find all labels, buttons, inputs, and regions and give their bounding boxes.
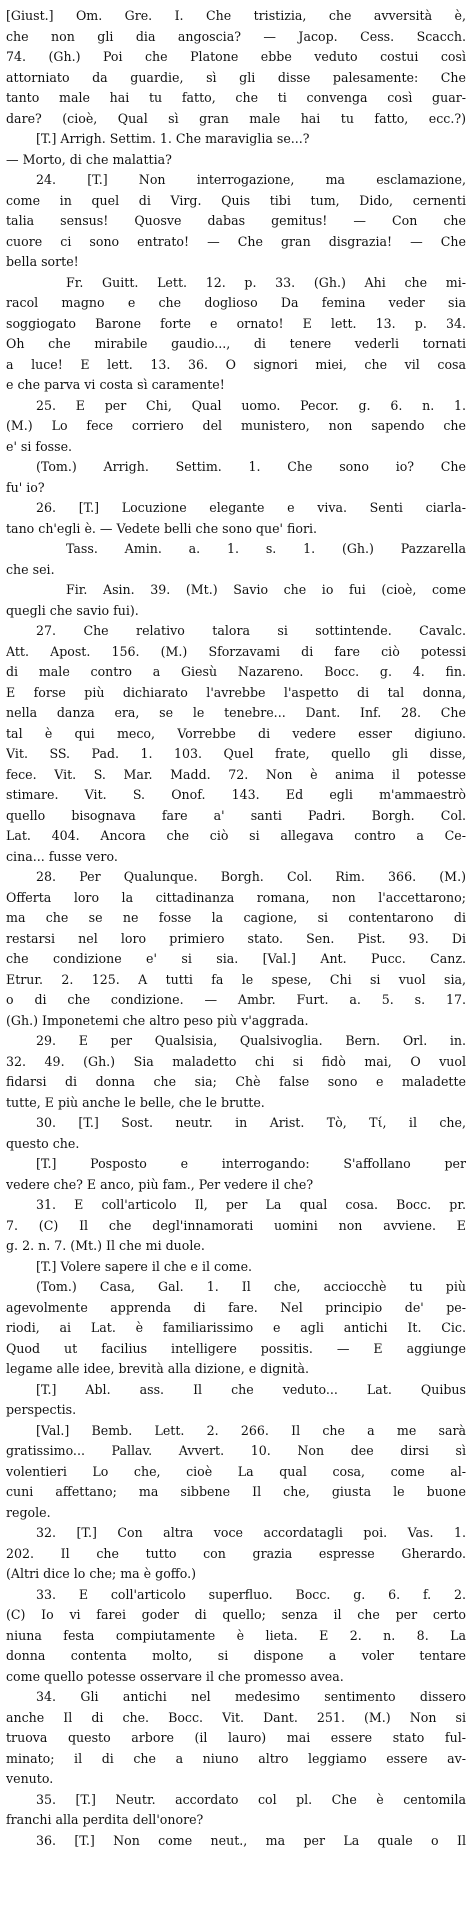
text-line: questo che. xyxy=(6,1135,80,1151)
text-line: che condizione e' si sia. [Val.] Ant. Pucc. Canz. xyxy=(6,951,466,966)
text-line: Tass. Amin. a. 1. s. 1. (Gh.) Pazzarella xyxy=(66,541,466,556)
text-line: quello bisognava fare a' santi Padri. Borgh. Col. xyxy=(6,807,466,823)
text-line: 27. Che relativo talora si sottintende. Cavalc. xyxy=(36,623,466,638)
text-line: E forse più dichiarato l'avrebbe l'aspetto di tal donna, xyxy=(6,684,466,700)
text-line: [T.] Abl. ass. Il che veduto... Lat. Quibus xyxy=(36,1381,466,1397)
text-line: venuto. xyxy=(6,1771,54,1786)
text-line: Fr. Guitt. Lett. 12. p. 33. (Gh.) Ahi che mi- xyxy=(66,274,466,290)
text-line: (Altri dice lo che; ma è goffo.) xyxy=(6,1566,197,1581)
text-line: 36. [T.] Non come neut., ma per La quale o Il xyxy=(36,1832,466,1848)
text-line: minato; il di che a niuno altro leggiamo essere av- xyxy=(6,1750,466,1766)
text-line: tal è qui meco, Vorrebbe di vedere esser digiuno. xyxy=(6,725,466,741)
text-line: che non gli dia angoscia? — Jacop. Cess. Scacch. xyxy=(6,28,466,44)
text-line: legame alle idee, brevità alla dizione, e dignità. xyxy=(6,1361,310,1376)
text-line: gratissimo... Pallav. Avvert. 10. Non dee dirsi sì xyxy=(6,1443,466,1458)
text-line: che sei. xyxy=(6,561,55,577)
text-line: stimare. Vit. S. Onof. 143. Ed egli m'ammaestrò xyxy=(6,787,466,802)
text-line: [T.] Posposto e interrogando: S'affollano per xyxy=(36,1156,466,1171)
text-line: agevolmente apprenda di fare. Nel principio de' pe- xyxy=(6,1299,466,1315)
text-line: 31. E coll'articolo Il, per La qual cosa. Bocc. pr. xyxy=(36,1197,466,1212)
text-line: 29. E per Qualsisia, Qualsivoglia. Bern. Orl. in. xyxy=(36,1033,466,1048)
text-line: vedere che? E anco, più fam., Per vedere il che? xyxy=(6,1176,314,1192)
text-line: 74. (Gh.) Poi che Platone ebbe veduto costui così xyxy=(6,49,466,64)
text-line: — Morto, di che malattia? xyxy=(6,151,172,167)
text-line: cuni affettano; ma sibbene Il che, giusta le buone xyxy=(6,1484,466,1499)
text-line: nella danza era, se le tenebre... Dant. Inf. 28. Che xyxy=(6,705,466,720)
text-line: 32. 49. (Gh.) Sia maladetto chi si fidò mai, O vuol xyxy=(6,1053,466,1069)
text-line: o di che condizione. — Ambr. Furt. a. 5. s. 17. xyxy=(6,992,466,1007)
text-line: tano ch'egli è. — Vedete belli che sono que' fiori. xyxy=(6,520,318,536)
text-line: 32. [T.] Con altra voce accordatagli poi. Vas. 1. xyxy=(36,1525,466,1540)
text-line: [Val.] Bemb. Lett. 2. 266. Il che a me sarà xyxy=(36,1422,466,1438)
text-line: (C) Io vi farei goder di quello; senza il che per certo xyxy=(6,1607,466,1622)
text-line: Fir. Asin. 39. (Mt.) Savio che io fui (cioè, come xyxy=(66,582,466,597)
text-line: 30. [T.] Sost. neutr. in Arist. Τὸ, Τί, il che, xyxy=(36,1115,466,1130)
text-line: tutte, E più anche le belle, che le brutte. xyxy=(6,1094,265,1110)
text-line: come quello potesse osservare il che promesso avea. xyxy=(6,1668,344,1684)
text-line: fu' io? xyxy=(6,479,45,495)
text-line: niuna festa compiutamente è lieta. E 2. n. 8. La xyxy=(6,1627,466,1643)
text-line: franchi alla perdita dell'onore? xyxy=(6,1812,204,1827)
text-line: 34. Gli antichi nel medesimo sentimento dissero xyxy=(36,1689,466,1704)
text-line: ma che se ne fosse la cagione, si contentarono di xyxy=(6,910,466,925)
text-line: (Gh.) Imponetemi che altro peso più v'aggrada. xyxy=(6,1012,309,1028)
text-line: restarsi nel loro primiero stato. Sen. Pist. 93. Di xyxy=(6,930,466,946)
text-line: dare? (cioè, Qual sì gran male hai tu fatto, ecc.?) xyxy=(6,110,466,126)
text-line: e' si fosse. xyxy=(6,438,73,454)
text-line: Etrur. 2. 125. A tutti fa le spese, Chi si vuol sia, xyxy=(6,971,466,987)
text-line: bella sorte! xyxy=(6,254,79,269)
text-line: 33. E coll'articolo superfluo. Bocc. g. 6. f. 2. xyxy=(36,1586,466,1602)
text-line: (M.) Lo fece corriero del munistero, non sapendo che xyxy=(6,418,466,433)
text-line: Vit. SS. Pad. 1. 103. Quel frate, quello gli disse, xyxy=(6,746,466,761)
text-line: Offerta loro la cittadinanza romana, non l'accettarono; xyxy=(6,889,466,905)
text-line: 28. Per Qualunque. Borgh. Col. Rim. 366. (M.) xyxy=(36,869,466,884)
text-line: racol magno e che doglioso Da femina veder sia xyxy=(6,295,466,310)
text-line: tanto male hai tu fatto, che ti convenga così guar- xyxy=(6,90,466,105)
text-line: fece. Vit. S. Mar. Madd. 72. Non è anima il potesse xyxy=(6,766,466,782)
text-line: 7. (C) Il che degl'innamorati uomini non avviene. E xyxy=(6,1217,466,1233)
text-line: 35. [T.] Neutr. accordato col pl. Che è centomila xyxy=(36,1791,466,1807)
text-line: talia sensus! Quosve dabas gemitus! — Con che xyxy=(6,213,466,228)
text-line: g. 2. n. 7. (Mt.) Il che mi duole. xyxy=(6,1238,205,1253)
text-line: di male contro a Giesù Nazareno. Bocc. g. 4. fin. xyxy=(6,664,466,679)
text-line: 25. E per Chi, Qual uomo. Pecor. g. 6. n. 1. xyxy=(36,397,466,413)
text-line: a luce! E lett. 13. 36. O signori miei, che vil cosa xyxy=(6,356,466,372)
text-line: donna contenta molto, si dispone a voler tentare xyxy=(6,1648,466,1663)
text-line: cina... fusse vero. xyxy=(6,848,118,864)
text-line: (Tom.) Arrigh. Settim. 1. Che sono io? Che xyxy=(36,459,466,474)
text-line: cuore ci sono entrato! — Che gran disgrazia! — Che xyxy=(6,233,466,249)
text-line: regole. xyxy=(6,1504,51,1520)
text-line: 202. Il che tutto con grazia espresse Gherardo. xyxy=(6,1545,466,1561)
text-line: anche Il di che. Bocc. Vit. Dant. 251. (M.) Non si xyxy=(6,1709,466,1725)
text-line: Lat. 404. Ancora che ciò si allegava contro a Ce- xyxy=(6,828,466,843)
text-line: Oh che mirabile gaudio..., di tenere vederli tornati xyxy=(6,336,466,351)
text-line: Quod ut facilius intelligere possitis. — E aggiunge xyxy=(6,1340,466,1356)
text-line: volentieri Lo che, cioè La qual cosa, come al- xyxy=(6,1463,466,1479)
text-line: come in quel di Virg. Quis tibi tum, Dido, cernenti xyxy=(6,192,466,208)
text-line: [Giust.] Om. Gre. I. Che tristizia, che avversità è, xyxy=(6,8,466,23)
text-line: [T.] Volere sapere il che e il come. xyxy=(36,1258,253,1274)
text-line: fidarsi di donna che sia; Chè false sono e maladette xyxy=(6,1074,466,1089)
text-line: 26. [T.] Locuzione elegante e viva. Senti ciarla- xyxy=(36,500,466,515)
text-line: (Tom.) Casa, Gal. 1. Il che, acciocchè tu più xyxy=(36,1279,466,1294)
text-line: truova questo arbore (il lauro) mai essere stato ful- xyxy=(6,1730,466,1745)
text-line: e che parva vi costa sì caramente! xyxy=(6,377,225,392)
text-line: perspectis. xyxy=(6,1402,77,1417)
text-line: soggiogato Barone forte e ornato! E lett. 13. p. 34. xyxy=(6,315,466,331)
text-line: 24. [T.] Non interrogazione, ma esclamazione, xyxy=(36,172,466,187)
text-line: Att. Apost. 156. (M.) Sforzavami di fare ciò potessi xyxy=(6,643,466,659)
text-line: attorniato da guardie, sì gli disse palesamente: Che xyxy=(6,69,466,85)
text-line: riodi, ai Lat. è familiarissimo e agli antichi It. Cic. xyxy=(6,1320,466,1335)
text-line: quegli che savio fui). xyxy=(6,602,139,618)
text-line: [T.] Arrigh. Settim. 1. Che maraviglia se...? xyxy=(36,131,310,146)
